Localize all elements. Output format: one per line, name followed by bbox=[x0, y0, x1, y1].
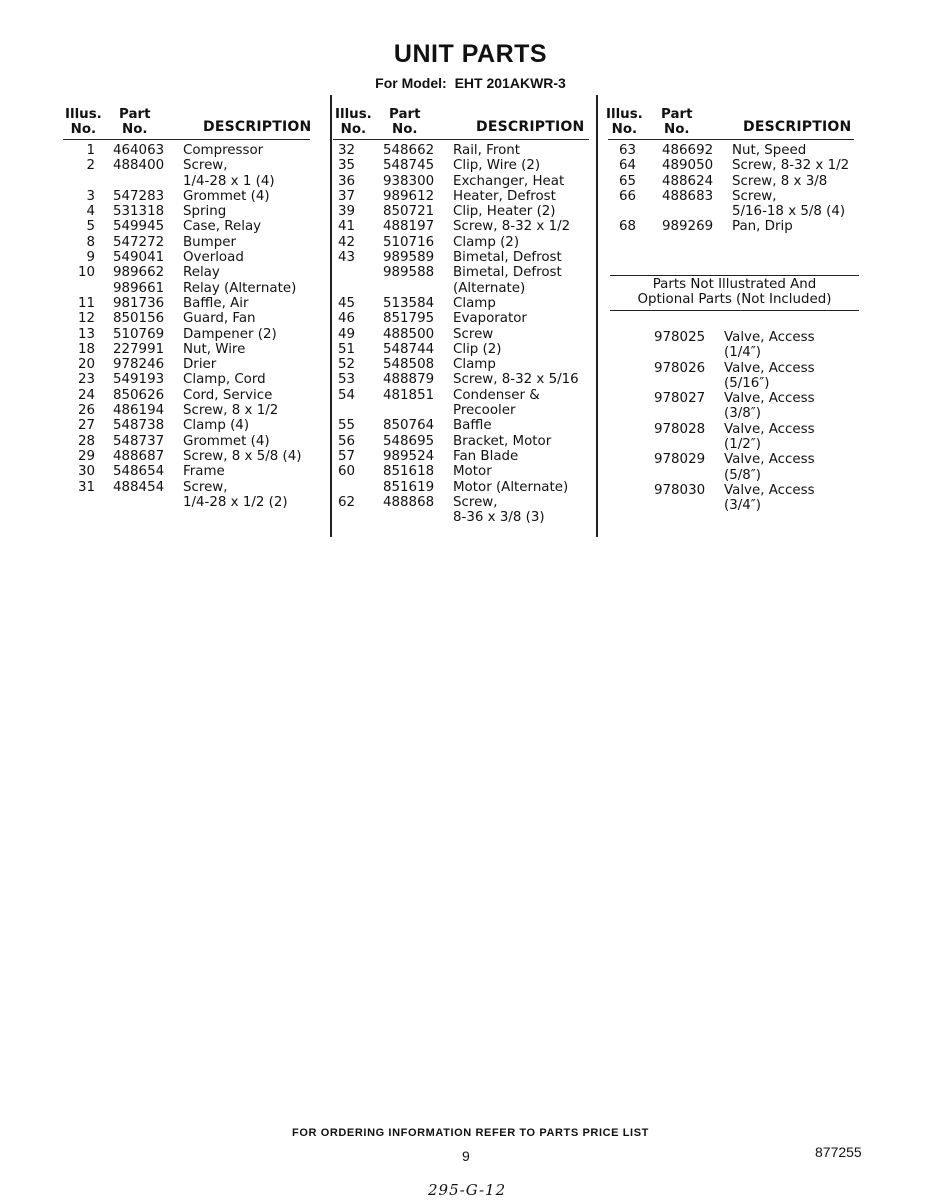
illus-number: 65 bbox=[618, 173, 636, 189]
header-illus-no: Illus. No. bbox=[335, 107, 372, 137]
part-description: Clamp (4) bbox=[183, 418, 250, 434]
illus-number: 4 bbox=[86, 204, 95, 220]
part-row bbox=[333, 342, 589, 357]
part-row bbox=[333, 219, 589, 234]
illus-number: 35 bbox=[337, 158, 355, 174]
part-number: 850764 bbox=[383, 418, 435, 434]
illus-number: 24 bbox=[77, 387, 95, 403]
illus-number: 42 bbox=[337, 234, 355, 250]
part-description: Screw, 8-36 x 3/8 (3) bbox=[453, 494, 545, 526]
part-number: 548745 bbox=[383, 158, 435, 174]
part-number: 851619 bbox=[383, 479, 435, 495]
part-description: Nut, Wire bbox=[183, 341, 246, 357]
part-description: Baffle bbox=[453, 418, 492, 434]
column-header bbox=[63, 103, 310, 140]
page-title: UNIT PARTS bbox=[393, 40, 548, 68]
part-description: Evaporator bbox=[453, 311, 527, 327]
illus-number: 23 bbox=[77, 372, 95, 388]
part-description: Exchanger, Heat bbox=[453, 173, 565, 189]
part-number: 989612 bbox=[383, 188, 435, 204]
illus-number: 13 bbox=[77, 326, 95, 342]
part-row bbox=[63, 434, 310, 449]
header-description: DESCRIPTION bbox=[743, 119, 852, 135]
part-row bbox=[608, 174, 854, 189]
part-row bbox=[63, 189, 310, 204]
part-row bbox=[63, 480, 310, 511]
illus-number: 57 bbox=[337, 448, 355, 464]
part-row bbox=[608, 189, 854, 220]
illus-number: 64 bbox=[618, 158, 636, 174]
part-number: 851618 bbox=[383, 464, 435, 480]
part-description: Clip, Heater (2) bbox=[453, 204, 556, 220]
part-number: 488868 bbox=[383, 494, 435, 510]
ordering-note: FOR ORDERING INFORMATION REFER TO PARTS PRICE LIST bbox=[292, 1127, 649, 1139]
part-description: Compressor bbox=[183, 143, 264, 158]
optional-part-row bbox=[610, 361, 844, 392]
illus-number: 31 bbox=[77, 479, 95, 495]
part-row bbox=[608, 143, 854, 158]
illus-number: 37 bbox=[337, 188, 355, 204]
illus-number: 51 bbox=[337, 341, 355, 357]
part-row bbox=[333, 204, 589, 219]
part-row bbox=[608, 219, 854, 234]
part-row bbox=[333, 143, 589, 158]
part-row bbox=[333, 495, 589, 526]
part-row bbox=[63, 388, 310, 403]
illus-number: 9 bbox=[86, 250, 95, 266]
illus-number: 10 bbox=[77, 265, 95, 281]
part-description: Heater, Defrost bbox=[453, 188, 556, 204]
part-number: 978026 bbox=[654, 360, 706, 376]
part-number: 549041 bbox=[113, 250, 165, 266]
part-number: 851795 bbox=[383, 311, 435, 327]
part-number: 548695 bbox=[383, 433, 435, 449]
part-description: Fan Blade bbox=[453, 448, 519, 464]
optional-part-row bbox=[610, 422, 844, 453]
illus-number: 41 bbox=[337, 219, 355, 235]
illus-number: 27 bbox=[77, 418, 95, 434]
illus-number: 29 bbox=[77, 448, 95, 464]
part-row bbox=[63, 143, 310, 158]
part-description: Pan, Drip bbox=[732, 219, 793, 235]
part-number: 549193 bbox=[113, 372, 165, 388]
part-number: 548737 bbox=[113, 433, 165, 449]
part-description: Grommet (4) bbox=[183, 433, 270, 449]
part-row bbox=[63, 464, 310, 479]
header-illus-no: Illus. No. bbox=[606, 107, 643, 137]
illus-number: 66 bbox=[618, 188, 636, 204]
part-row bbox=[333, 174, 589, 189]
part-description: Bumper bbox=[183, 234, 236, 250]
illus-number: 2 bbox=[86, 158, 95, 174]
illus-number: 36 bbox=[337, 173, 355, 189]
illus-number: 54 bbox=[337, 387, 355, 403]
part-description: Screw, 1/4-28 x 1 (4) bbox=[183, 158, 275, 189]
part-number: 548744 bbox=[383, 341, 435, 357]
part-number: 978030 bbox=[654, 482, 706, 498]
not-illustrated-heading bbox=[610, 275, 859, 311]
part-row bbox=[333, 296, 589, 311]
part-row bbox=[63, 204, 310, 219]
part-row bbox=[63, 265, 310, 280]
illus-number: 52 bbox=[337, 357, 355, 373]
header-part-no: Part No. bbox=[389, 107, 421, 137]
part-number: 486692 bbox=[662, 143, 714, 158]
part-description: Screw, 8-32 x 1/2 bbox=[453, 219, 571, 235]
part-description: Condenser & Precooler bbox=[453, 387, 540, 419]
document-number: 877255 bbox=[815, 1144, 862, 1160]
part-number: 938300 bbox=[383, 173, 435, 189]
header-part-no: Part No. bbox=[661, 107, 693, 137]
part-number: 488687 bbox=[113, 448, 165, 464]
part-number: 850721 bbox=[383, 204, 435, 220]
illus-number: 68 bbox=[618, 219, 636, 235]
part-description: Baffle, Air bbox=[183, 295, 249, 311]
part-row bbox=[333, 158, 589, 173]
column-divider bbox=[330, 95, 332, 537]
optional-part-row bbox=[610, 330, 844, 361]
part-number: 488879 bbox=[383, 372, 435, 388]
part-number: 978027 bbox=[654, 391, 706, 407]
part-description: Bimetal, Defrost bbox=[453, 250, 562, 266]
part-description: Grommet (4) bbox=[183, 188, 270, 204]
illus-number: 18 bbox=[77, 341, 95, 357]
parts-list bbox=[608, 143, 854, 235]
part-number: 464063 bbox=[113, 143, 165, 158]
part-number: 548508 bbox=[383, 357, 435, 373]
illus-number: 32 bbox=[337, 143, 355, 158]
part-number: 510716 bbox=[383, 234, 435, 250]
parts-column-1 bbox=[63, 103, 310, 510]
part-description: Screw, 8-32 x 5/16 bbox=[453, 372, 579, 388]
part-description: Screw, 8-32 x 1/2 bbox=[732, 158, 850, 174]
illus-number: 11 bbox=[77, 295, 95, 311]
part-number: 510769 bbox=[113, 326, 165, 342]
part-number: 488500 bbox=[383, 326, 435, 342]
part-description: Screw bbox=[453, 326, 494, 342]
illus-number: 39 bbox=[337, 204, 355, 220]
part-number: 549945 bbox=[113, 219, 165, 235]
part-description: Clamp, Cord bbox=[183, 372, 266, 388]
illus-number: 28 bbox=[77, 433, 95, 449]
part-row bbox=[63, 219, 310, 234]
part-number: 488400 bbox=[113, 158, 165, 174]
part-row bbox=[333, 434, 589, 449]
part-number: 488624 bbox=[662, 173, 714, 189]
part-description: Bracket, Motor bbox=[453, 433, 552, 449]
header-illus-no: Illus. No. bbox=[65, 107, 102, 137]
optional-part-row bbox=[610, 391, 844, 422]
illus-number: 55 bbox=[337, 418, 355, 434]
part-number: 548738 bbox=[113, 418, 165, 434]
illus-number: 45 bbox=[337, 295, 355, 311]
parts-list bbox=[63, 143, 310, 510]
part-number: 489050 bbox=[662, 158, 714, 174]
part-number: 981736 bbox=[113, 295, 165, 311]
part-number: 989269 bbox=[662, 219, 714, 235]
part-number: 989588 bbox=[383, 265, 435, 281]
part-number: 486194 bbox=[113, 403, 165, 419]
part-description: Drier bbox=[183, 357, 217, 373]
part-number: 488197 bbox=[383, 219, 435, 235]
part-description: Bimetal, Defrost (Alternate) bbox=[453, 265, 562, 296]
part-description: Case, Relay bbox=[183, 219, 262, 235]
illus-number: 60 bbox=[337, 464, 355, 480]
part-row bbox=[333, 388, 589, 419]
part-number: 547283 bbox=[113, 188, 165, 204]
part-description: Valve, Access (5/8″) bbox=[724, 452, 815, 483]
part-number: 531318 bbox=[113, 204, 165, 220]
part-description: Overload bbox=[183, 250, 244, 266]
model-label: For Model: bbox=[375, 75, 447, 91]
part-description: Valve, Access (3/8″) bbox=[724, 391, 815, 422]
column-header bbox=[333, 103, 589, 140]
part-description: Valve, Access (5/16″) bbox=[724, 360, 815, 391]
part-description: Clip (2) bbox=[453, 341, 502, 357]
part-row bbox=[333, 235, 589, 250]
parts-list bbox=[333, 143, 589, 525]
illus-number: 3 bbox=[86, 188, 95, 204]
part-description: Clip, Wire (2) bbox=[453, 158, 541, 174]
part-row bbox=[608, 158, 854, 173]
part-description: Screw, 8 x 3/8 bbox=[732, 173, 828, 189]
illus-number: 43 bbox=[337, 250, 355, 266]
optional-part-row bbox=[610, 483, 844, 514]
part-number: 548654 bbox=[113, 464, 165, 480]
illus-number: 26 bbox=[77, 403, 95, 419]
part-number: 547272 bbox=[113, 234, 165, 250]
part-row bbox=[333, 327, 589, 342]
part-number: 227991 bbox=[113, 341, 165, 357]
part-description: Screw, 8 x 5/8 (4) bbox=[183, 448, 302, 464]
part-number: 978246 bbox=[113, 357, 165, 373]
illus-number: 30 bbox=[77, 464, 95, 480]
part-row bbox=[333, 311, 589, 326]
part-row bbox=[333, 449, 589, 464]
illus-number: 1 bbox=[86, 143, 95, 158]
part-row bbox=[63, 357, 310, 372]
part-description: Valve, Access (1/2″) bbox=[724, 421, 815, 453]
part-row bbox=[333, 357, 589, 372]
part-description: Motor (Alternate) bbox=[453, 479, 569, 495]
part-description: Cord, Service bbox=[183, 387, 273, 403]
part-row bbox=[333, 418, 589, 433]
part-row bbox=[63, 418, 310, 433]
part-description: Dampener (2) bbox=[183, 326, 277, 342]
part-number: 513584 bbox=[383, 295, 435, 311]
illus-number: 49 bbox=[337, 326, 355, 342]
part-description: Clamp bbox=[453, 357, 496, 373]
part-row bbox=[333, 250, 589, 265]
part-row bbox=[63, 311, 310, 326]
header-part-no: Part No. bbox=[119, 107, 151, 137]
part-row bbox=[63, 327, 310, 342]
model-subtitle bbox=[0, 75, 941, 91]
part-description: Screw, 5/16-18 x 5/8 (4) bbox=[732, 188, 846, 220]
illus-number: 63 bbox=[618, 143, 636, 158]
part-description: Guard, Fan bbox=[183, 311, 256, 327]
part-number: 989661 bbox=[113, 280, 165, 296]
part-description: Frame bbox=[183, 464, 225, 480]
part-row bbox=[63, 158, 310, 189]
part-number: 488683 bbox=[662, 188, 714, 204]
part-number: 989524 bbox=[383, 448, 435, 464]
part-row bbox=[63, 449, 310, 464]
illus-number: 62 bbox=[337, 494, 355, 510]
part-number: 978025 bbox=[654, 330, 706, 345]
not-illustrated-heading-text: Parts Not Illustrated And Optional Parts (Not Included) bbox=[637, 277, 832, 308]
part-number: 989662 bbox=[113, 265, 165, 281]
handwritten-note: 295-G-12 bbox=[428, 1181, 507, 1199]
part-number: 481851 bbox=[383, 387, 435, 403]
part-row bbox=[63, 250, 310, 265]
part-description: Relay (Alternate) bbox=[183, 280, 297, 296]
part-description: Spring bbox=[183, 204, 227, 220]
column-divider bbox=[596, 95, 598, 537]
part-number: 850156 bbox=[113, 311, 165, 327]
part-description: Clamp bbox=[453, 295, 496, 311]
part-description: Valve, Access (1/4″) bbox=[724, 330, 815, 361]
part-number: 850626 bbox=[113, 387, 165, 403]
optional-part-row bbox=[610, 452, 844, 483]
part-description: Screw, 8 x 1/2 bbox=[183, 403, 279, 419]
parts-column-2 bbox=[333, 103, 589, 525]
part-description: Clamp (2) bbox=[453, 234, 520, 250]
illus-number: 8 bbox=[86, 234, 95, 250]
part-row bbox=[333, 265, 589, 296]
parts-column-3 bbox=[608, 103, 854, 235]
header-description: DESCRIPTION bbox=[203, 119, 312, 135]
part-description: Motor bbox=[453, 464, 492, 480]
part-row bbox=[63, 296, 310, 311]
part-number: 548662 bbox=[383, 143, 435, 158]
illus-number: 46 bbox=[337, 311, 355, 327]
part-number: 989589 bbox=[383, 250, 435, 266]
part-description: Valve, Access (3/4″) bbox=[724, 482, 815, 514]
part-row bbox=[333, 189, 589, 204]
header-description: DESCRIPTION bbox=[476, 119, 585, 135]
not-illustrated-list bbox=[610, 330, 844, 514]
illus-number: 12 bbox=[77, 311, 95, 327]
part-row bbox=[63, 235, 310, 250]
part-number: 978028 bbox=[654, 421, 706, 437]
part-number: 978029 bbox=[654, 452, 706, 468]
part-description: Relay bbox=[183, 265, 220, 281]
illus-number: 53 bbox=[337, 372, 355, 388]
model-number: EHT 201AKWR-3 bbox=[454, 75, 566, 91]
part-description: Screw, 1/4-28 x 1/2 (2) bbox=[183, 479, 288, 510]
illus-number: 5 bbox=[86, 219, 95, 235]
page-number: 9 bbox=[462, 1148, 470, 1164]
part-row bbox=[333, 480, 589, 495]
part-number: 488454 bbox=[113, 479, 165, 495]
part-row bbox=[63, 281, 310, 296]
part-row bbox=[63, 403, 310, 418]
illus-number: 56 bbox=[337, 433, 355, 449]
part-description: Nut, Speed bbox=[732, 143, 807, 158]
part-row bbox=[63, 342, 310, 357]
part-description: Rail, Front bbox=[453, 143, 521, 158]
part-row bbox=[333, 372, 589, 387]
illus-number: 20 bbox=[77, 357, 95, 373]
part-row bbox=[63, 372, 310, 387]
column-header bbox=[608, 103, 854, 140]
part-row bbox=[333, 464, 589, 479]
